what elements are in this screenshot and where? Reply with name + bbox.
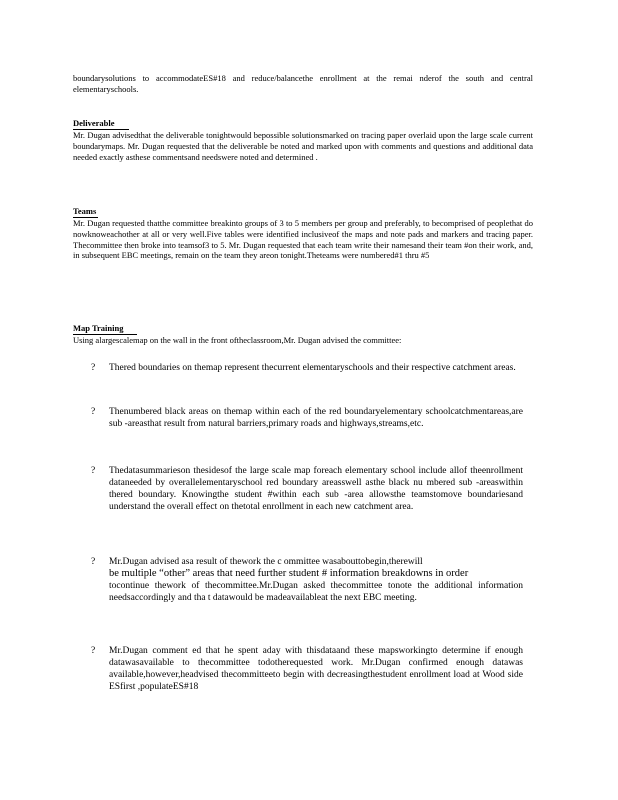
bullet-icon: ? — [91, 646, 96, 656]
map-training-intro: Using alargescalemap on the wall in the front oftheclassroom,Mr. Dugan advised the committee: — [73, 335, 402, 345]
deliverable-paragraph: Mr. Dugan advisedthat the deliverable tonightwould bepossible solutionsmarked on tracing paper overlaid upon the large scale current boundarymaps. Mr. Dugan requested that the deliverable be noted and marked upon with comments and questions and additional data needed exactly asthese commentsand needswere noted and determined . — [73, 130, 533, 162]
list-item-text: Thedatasummarieson thesidesof the large scale map foreach elementary school include allof theenrollment dataneeded by overallelementaryschool red boundary areasswell asthe black nu mbered sub -areaswithin thered boundary. Knowingthe student #within each sub -area allowsthe teamstomove boundariesand understand the overall effect on thetotal enrollment in each new catchment area. — [109, 466, 523, 512]
bullet-icon: ? — [91, 407, 96, 417]
map-training-heading-label: Map Training — [73, 323, 137, 335]
list-item-emphasis: be multiple “other” areas that need further student # information breakdowns in order — [109, 568, 469, 579]
deliverable-heading-label: Deliverable — [73, 118, 129, 130]
list-item-text: Mr.Dugan comment ed that he spent aday with thisdataand these mapsworkingto determine if enough datawasavailable to thecommittee todotherequested work. Mr.Dugan confirmed enough datawas available,however,headvised thecommitteeto begin with decreasingthestudent enrollment load at Wood side ESfirst ,populateES#18 — [109, 646, 523, 692]
map-training-heading — [73, 323, 137, 335]
list-item-text: Thered boundaries on themap represent thecurrent elementaryschools and their respective catchment areas. — [109, 363, 516, 373]
bullet-icon: ? — [91, 363, 96, 373]
list-item-continuation: tocontinue thework of thecommittee.Mr.Dugan asked thecommittee tonote the additional information needsaccordingly and tha t datawould be madeavailableat the next EBC meeting. — [109, 581, 523, 603]
deliverable-heading — [73, 118, 129, 130]
teams-paragraph: Mr. Dugan requested thatthe committee breakinto groups of 3 to 5 members per group and preferably, to becomprised of peoplethat do nowknoweachother at all or very well.Five tables were identified inclusiveof the maps and note pads and markers and tracing paper. Thecommittee then broke into teamsof3 to 5. Mr. Dugan requested that each team write their namesand their team #on their work, and, in subsequent EBC meetings, remain on the team they areon tonight.Theteams were numbered#1 thru #5 — [73, 218, 533, 261]
teams-heading — [73, 206, 98, 218]
teams-heading-label: Teams — [73, 206, 97, 216]
bullet-icon: ? — [91, 557, 96, 567]
list-item-text — [109, 556, 523, 604]
intro-paragraph: boundarysolutions to accommodateES#18 and reduce/balancethe enrollment at the remai nderof the south and central elementaryschools. — [73, 73, 533, 94]
list-item-line: Mr.Dugan advised asa result of thework the c ommittee wasabouttobegin,therewill — [109, 557, 423, 567]
bullet-icon: ? — [91, 466, 96, 476]
list-item-text: Thenumbered black areas on themap within each of the red boundaryelementary schoolcatchmentareas,are sub -areasthat result from natural barriers,primary roads and highways,streams,etc. — [109, 407, 523, 429]
